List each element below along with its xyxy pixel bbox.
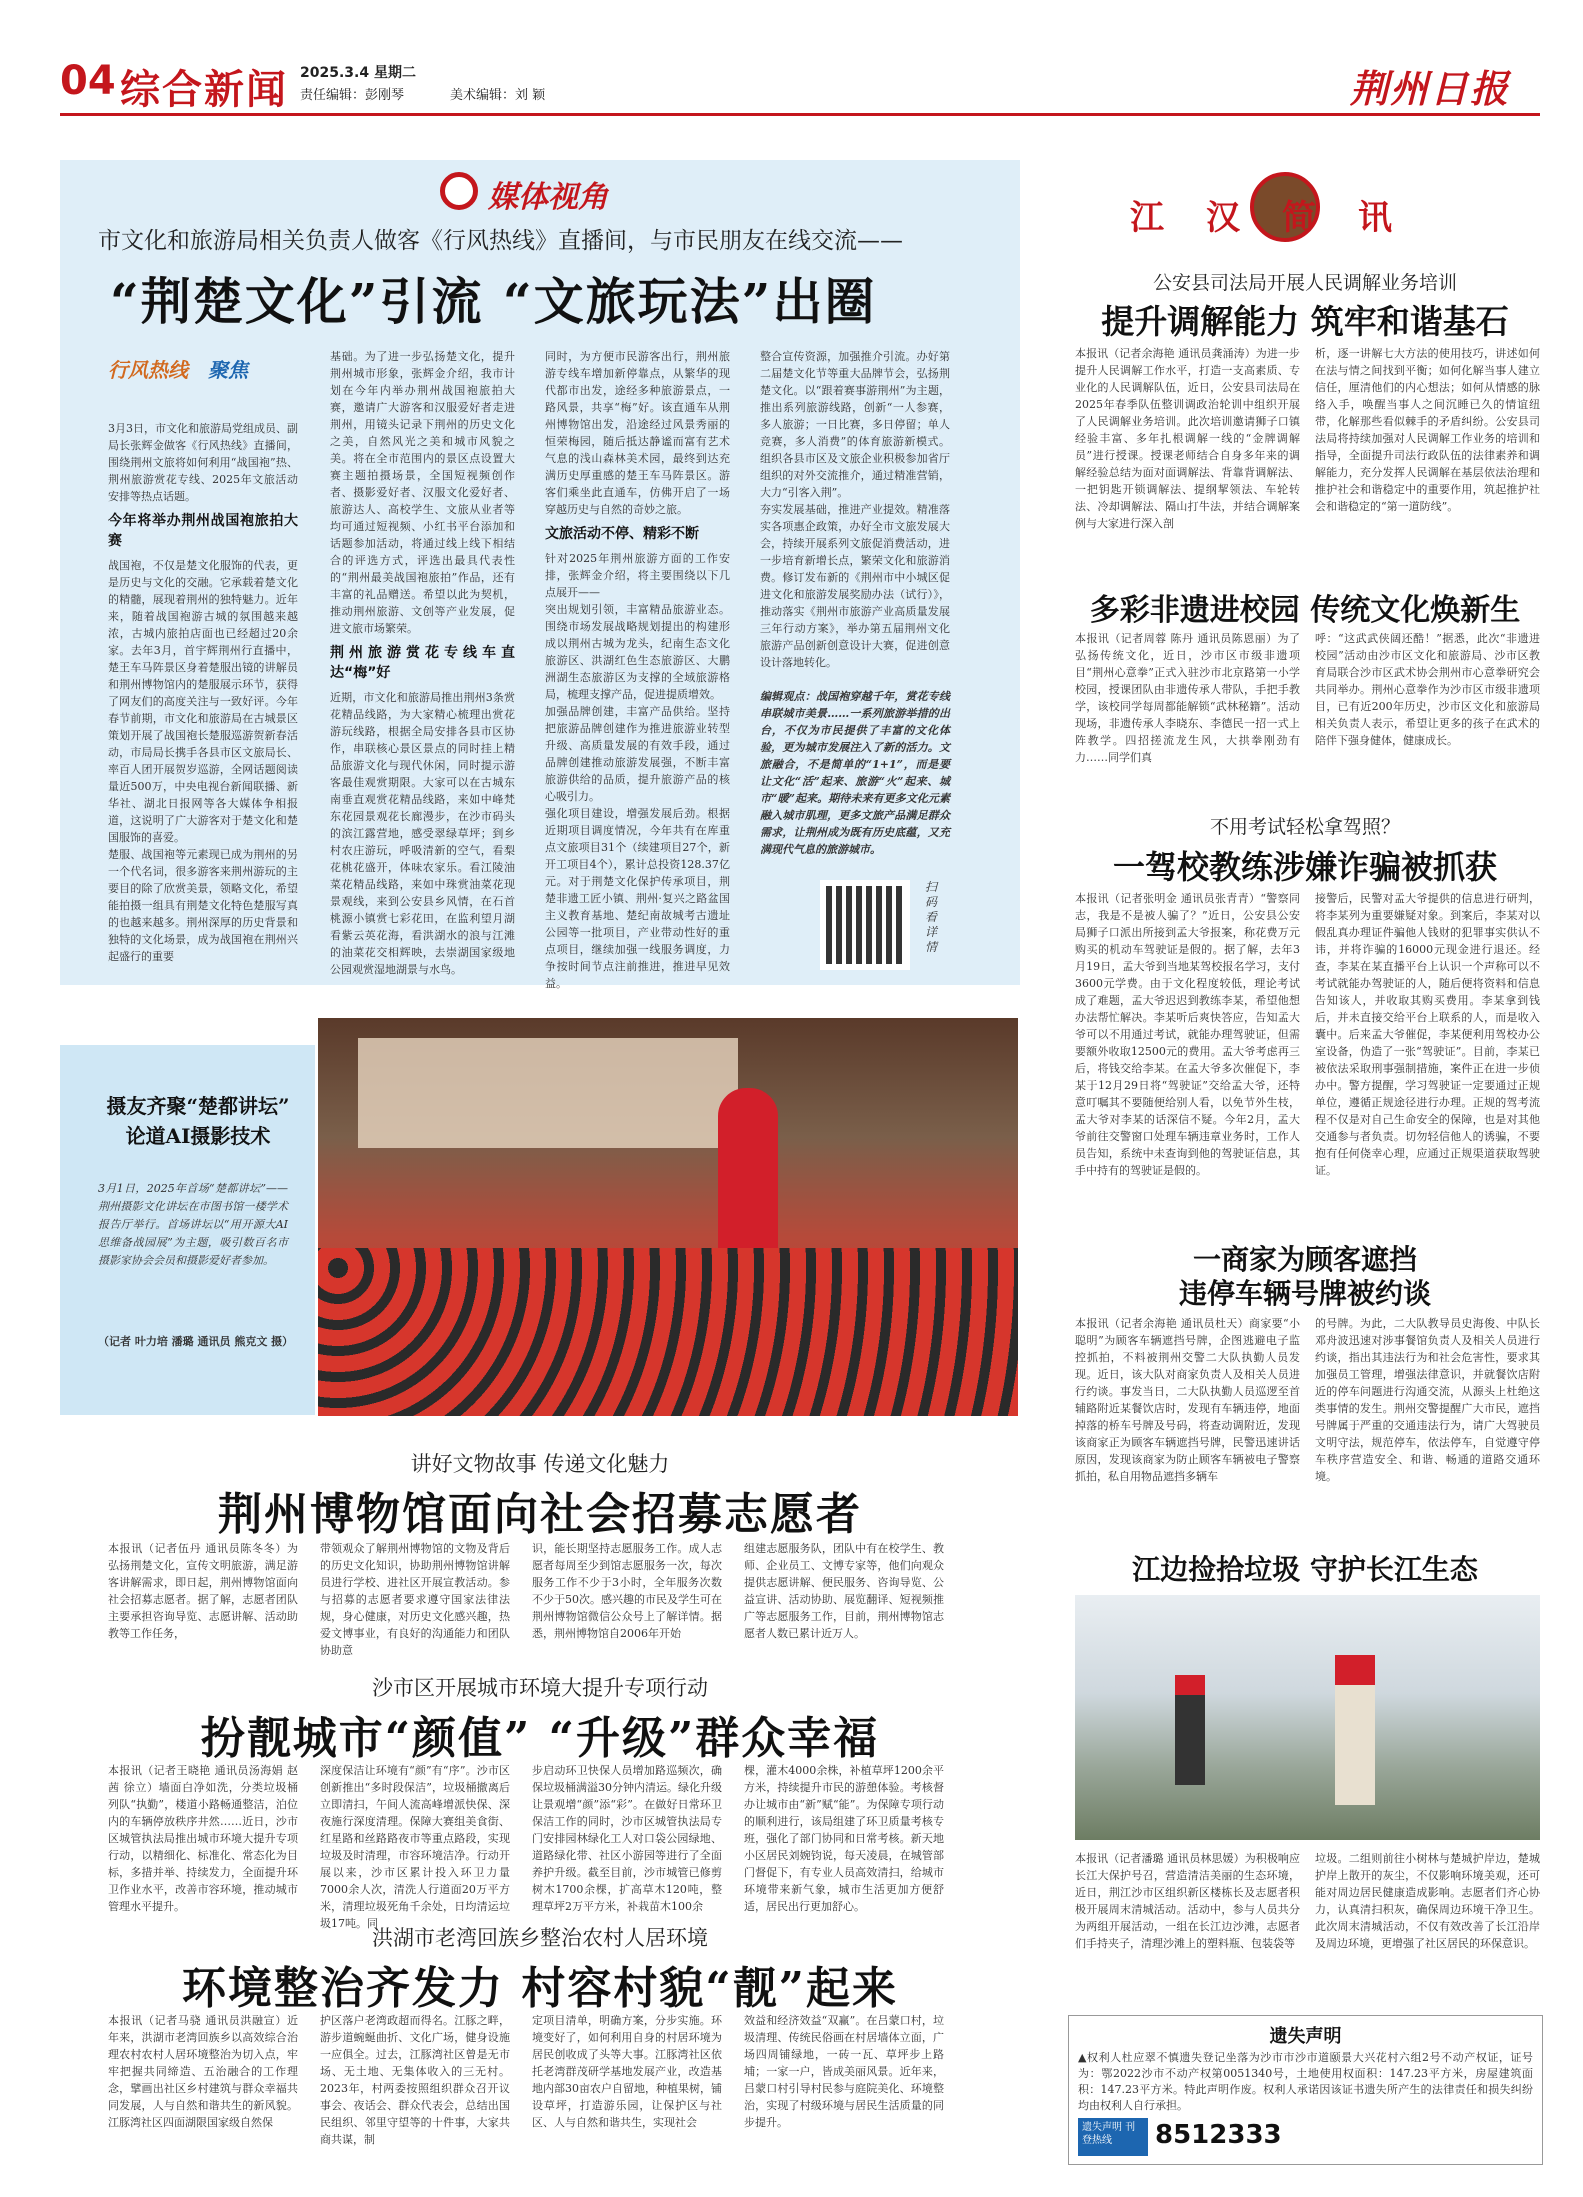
a1-col-2: 析，逐一讲解七大方法的使用技巧，讲述如何在法与情之间找到平衡；如何化解当事人建立信任，厘清他们的内心想法；如何从情感的脉络入手，唤醒当事人之间沉睡已久的情谊纽带，化解那些看似棘手的矛盾纠纷。公安县司法局将持续加强对人民调解工作业务的培训和指导，全面提升司法行政队伍的法律素养和调解能力，充分发挥人民调解在基层依法治理和推护社会和谐稳定中的重要作用，筑起推护社会和谐稳定的“第一道防线”。 xyxy=(1315,347,1540,513)
a1-headline: 提升调解能力 筑牢和谐基石 xyxy=(1101,302,1509,341)
shashi-kicker: 沙市区开展城市环境大提升专项行动 xyxy=(372,1676,708,1700)
hotline-phone: 8512333 xyxy=(1155,2120,1282,2150)
section-title: 综合新闻 xyxy=(120,67,288,113)
museum-col-3: 识，能长期坚持志愿服务工作。成人志愿者每周至少到馆志愿服务一次，每次服务工作不少于3小时，全年服务次数不少于50次。感兴趣的市民及学生可在荆州博物馆微信公众号上了解详情。据悉，荆州博物馆自2006年开始 xyxy=(532,1542,722,1640)
media-para-8: 加强品牌创建，丰富产品供给。坚持把旅游品牌创建作为推进旅游业转型升级、高质量发展的有效手段，通过品牌创建推动旅游发展强，不断丰富旅游供给的品质，提升旅游产品的核心吸引力。 xyxy=(545,705,730,803)
lost-notice-title: 遗失声明 xyxy=(1269,2026,1342,2047)
a4-col-2: 的号牌。为此，二大队教导员史海俊、中队长邓舟波迅速对涉事餐馆负责人及相关人员进行约谈，指出其违法行为和社会危害性，要求其加强员工管理，增强法律意识，并就餐饮店附近的停车问题进行沟通交流，从源头上杜绝这类事情的发生。荆州交警提醒广大市民，遮挡号牌属于严重的交通违法行为，请广大驾驶员文明守法，规范停车，依法停车，自觉遵守停车秩序营造安全、和谐、畅通的道路交通环境。 xyxy=(1315,1317,1540,1483)
page-number: 04 xyxy=(60,58,116,104)
volunteer-figure-1 xyxy=(1175,1675,1205,1785)
art-editor: 美术编辑：刘 颖 xyxy=(450,88,546,103)
media-lead: 3月3日，市文化和旅游局党组成员、副局长张辉金做客《行风热线》直播间，围绕荆州文旅将如何利用“战国袍”热、荆州旅游赏花专线、2025年文旅活动安排等热点话题。 xyxy=(108,422,298,503)
museum-col-4: 组建志愿服务队，团队中有在校学生、教师、企业员工、文博专家等，他们向观众提供志愿讲解、便民服务、咨询导览、公益宣讲、活动协助、展览翻译、短视频推广等志愿服务工作，目前，荆州博物馆志愿者人数已累计近万人。 xyxy=(744,1542,944,1640)
a2-col-1: 本报讯（记者周蓉 陈丹 通讯员陈恩丽）为了弘扬传统文化，近日，沙市区市级非遗项目“荆州心意拳”正式入驻沙市北京路第一小学校园，授课团队由非遗传承人带队，手把手教学，该校同学每周都能解锁“武林秘籍”。活动现场，非遗传承人李晓东、李德民一招一式上阵教学。四招搓流龙生风，大拱拳刚劲有力……同学们真 xyxy=(1075,632,1300,764)
stage-screen xyxy=(358,1038,738,1148)
a2-col-2: 呼：“这武武侠阔还酷！”据悉，此次“非遗进校园”活动由沙市区文化和旅游局、沙市区教育局联合沙市区武术协会荆州市心意拳研究会共同举办。荆州心意拳作为沙市区市级非遗项目，已有近200年历史，沙市区文化和旅游局相关负责人表示，希望让更多的孩子在武术的陪伴下强身健体，健康成长。 xyxy=(1315,632,1540,747)
photo-title-2: 论道AI摄影技术 xyxy=(125,1124,271,1148)
a3-col-2: 接警后，民警对孟大爷提供的信息进行研判，将李某列为重要嫌疑对象。到案后，李某对以假乱真办理证件骗他人钱财的犯罪事实供认不讳，并将诈骗的16000元现金进行退还。经查，李某在某直播平台上认识一个声称可以不考试就能办驾驶证的人，随后便将资料和信息告知该人，并收取其购买费用。李某拿到钱后，并未直接交给平台上联系的人，而是收入囊中。后来孟大爷催促，李某便利用驾校办公室设备，伪造了一张“驾驶证”。目前，李某已被依法采取刑事强制措施，案件正在进一步侦办中。警方提醒，学习驾驶证一定要通过正规单位，遵循正规途径进行办理。正规的驾考流程不仅是对自己生命安全的保障，也是对其他交通参与者负责。切勿轻信他人的诱骗，不要抱有任何侥幸心理，应通过正规渠道获取驾驶证。 xyxy=(1315,892,1540,1177)
media-para-4: 近期，市文化和旅游局推出荆州3条赏花精品线路，为大家精心梳理出赏花游玩线路，根据全局安排各县市区协作，串联核心景区景点的同时挂上精品旅游文化与现代休闲，同时提示游客最佳观赏期限。大家可以在古城东南垂直观赏花精品线路，来如中峰梵东花园景观花长廊漫步，在沙市码头的滨江露营地，感受翠绿草坪；到乡村农庄游玩，呼吸清新的空气，看梨花桃花盛开，体味农家乐。看江陵油菜花精品线路，来如中珠赏油菜花现景观线，来到公安县乡风情，在石首桃源小镇赏七彩花田，在监利望月湖看紫云英花海，看洪湖水的浪与江滩的油菜花交相辉映，去崇湖国家级地公园观赏湿地湖景与水鸟。 xyxy=(330,691,515,976)
duty-editor: 责任编辑：彭刚琴 xyxy=(300,88,405,103)
a3-col-1: 本报讯（记者张明金 通讯员张青青）“警察同志，我是不是被人骗了？”近日，公安县公安局狮子口派出所接到孟大爷报案，称花费万元购买的机动车驾驶证是假的。据了解，去年3月19日，孟大爷到当地某驾校报名学习，支付3600元学费。由于文化程度较低，理论考试成了难题，孟大爷迟迟到教练李某，希望他想办法帮忙解决。李某听后爽快答应，告知孟大爷可以不用通过考试，就能办理驾驶证，但需要额外收取12500元的费用。孟大爷考虑再三后，将钱交给李某。在孟大爷多次催促下，李某于12月29日将“驾驶证”交给孟大爷，还特意叮嘱其不要随便给别人看，以免节外生枝，孟大爷对李某的话深信不疑。今年2月，孟大爷前往交警窗口处理车辆违章业务时，工作人员告知，系统中未查询到他的驾驶证信息，其手中持有的驾驶证是假的。 xyxy=(1075,892,1300,1177)
a5-headline: 江边捡拾垃圾 守护长江生态 xyxy=(1132,1553,1478,1586)
hotline-logo: 行风热线 xyxy=(108,358,188,382)
honghu-headline: 环境整治齐发力 村容村貌“靓”起来 xyxy=(182,1963,898,2014)
museum-col-1: 本报讯（记者伍丹 通讯员陈冬冬）为弘扬荆楚文化，宣传文明旅游，满足游客讲解需求，即日起，荆州博物馆面向社会招募志愿者。据了解，志愿者团队主要承担咨询导览、志愿讲解、活动助教等工作任务， xyxy=(108,1542,298,1640)
shashi-headline: 扮靓城市“颜值” “升级”群众幸福 xyxy=(200,1713,880,1764)
volunteer-figure-2 xyxy=(1335,1655,1375,1805)
a4-headline-1: 一商家为顾客遮挡 xyxy=(1192,1243,1417,1276)
a1-col-1: 本报讯（记者余海艳 通讯员龚涌涛）为进一步提升人民调解工作水平，打造一支高素质、专业化的人民调解队伍，近日，公安县司法局在2025年春季队伍整训调政治轮训中组织开展了人民调解业务培训。此次培训邀请狮子口镇经验丰富、多年扎根调解一线的“金牌调解员”进行授课。授课老师结合自身多年来的调解经验总结为面对面调解法、背靠背调解法、一把钥匙开锁调解法、提纲挈领法、车轮转法、冷却调解法、隔山打牛法，并结合调解案例与大家进行深入剖 xyxy=(1075,347,1300,530)
a4-col-1: 本报讯（记者余海艳 通讯员杜天）商家要“小聪明”为顾客车辆遮挡号牌，企图逃避电子监控抓拍，不料被荆州交警二大队执勤人员发现。近日，该大队对商家负责人及相关人员进行约谈。事发当日，二大队执勤人员巡逻至首辅路附近某餐饮店时，发现有车辆违停，地面掉落的桥车号牌及号码，将查动调附近，发现该商家正为顾客车辆遮挡号牌，民警迅速讲话原因，发现该商家为防止顾客车辆被电子警察抓拍，私自用物品遮挡多辆车 xyxy=(1075,1317,1300,1483)
media-subhead-1: 今年将举办荆州战国袍旅拍大赛 xyxy=(108,513,298,549)
audience xyxy=(318,1248,1018,1416)
museum-col-2: 带领观众了解荆州博物馆的文物及背后的历史文化知识，协助荆州博物馆讲解员进行学校、进社区开展宣教活动。参与招募的志愿者要求遵守国家法律法规，身心健康，对历史文化感兴趣，热爱文博事业，有良好的沟通能力和团队协助意 xyxy=(320,1542,510,1657)
media-col-4 xyxy=(760,348,950,678)
honghu-col-1: 本报讯（记者马骁 通讯员洪融宣）近年来，洪湖市老湾回族乡以高效综合治理农村农村人居环境整治为切入点，牢牢把握共同缔造、五治融合的工作理念，擘画出社区乡村建筑与群众幸福共同发展，人与自然和谐共生的新风貌。江豚湾社区四面湖限国家级自然保 xyxy=(108,2014,298,2129)
a1-kicker: 公安县司法局开展人民调解业务培训 xyxy=(1152,272,1457,294)
media-para-6: 针对2025年荆州旅游方面的工作安排，张辉金介绍，将主要围绕以下几点展开—— xyxy=(545,552,730,599)
honghu-col-3: 定项目清单，明确方案，分步实施。环境变好了，如何利用自身的村居环境为居民创收成了头等大事。江豚湾社区依托老湾群茂研学基地发展产业，改造基地内部30亩农户自留地，种植果树，铺设草坪，打造游乐园，让保护区与社区、人与自然和谐共生，实现社会 xyxy=(532,2014,722,2129)
speaker-figure xyxy=(718,1088,778,1258)
media-col-3 xyxy=(545,348,730,990)
qr-label: 扫码看详情 xyxy=(925,880,938,954)
media-para-7: 突出规划引领，丰富精品旅游业态。围绕市场发展战略规划提出的构建形成以荆州古城为龙头，纪南生态文化旅游区、洪湖红色生态旅游区、大鹏洲湖生态旅游区为支撑的全域旅游格局，梳理支撑产品，促进提质增效。 xyxy=(545,603,730,701)
media-para-9: 强化项目建设，增强发展后劲。根据近期项目调度情况，今年共有在库重点文旅项目31个（续建项目27个，新开工项目4个），累计总投资128.37亿元。对于荆楚文化保护传承项目，荆楚非遗工匠小镇、荆州·复兴之路盆国主义教育基地、楚纪南故城考古遗址公园等一批项目，产业带动性好的重点项目，继续加强一线服务调度，力争按时间节点注前推进，推进早见效益。 xyxy=(545,807,730,990)
masthead-logo: 荆州日报 xyxy=(1350,66,1511,111)
qr-code[interactable] xyxy=(820,880,910,970)
media-kicker: 市文化和旅游局相关负责人做客《行风热线》直播间，与市民朋友在线交流—— xyxy=(98,228,903,254)
forum-photo xyxy=(318,1018,1018,1416)
museum-headline: 荆州博物馆面向社会招募志愿者 xyxy=(218,1489,862,1540)
a3-headline: 一驾校教练涉嫌诈骗被抓获 xyxy=(1112,848,1497,886)
honghu-col-2: 护区落户老湾政超而得名。江豚之畔，游步道蜿蜒曲折、文化广场，健身设施一应俱全。过去，江豚湾社区曾是无市场、无土地、无集体收入的三无村。2023年，村两委按照组织群众召开议事会、夜话会、群众代表会，总结出国民组织、邻里守望等的十件事，大家共商共谋，制 xyxy=(320,2014,510,2146)
media-banner xyxy=(440,170,680,214)
eye-icon xyxy=(440,172,478,210)
photo-credit: （记者 叶力培 潘璐 通讯员 熊克文 摄） xyxy=(98,1335,294,1348)
lost-notice-body: ▲权利人杜应翠不慎遗失登记坐落为沙市市沙市道颐景大兴花村六组2号不动产权证，证号为：鄂2022沙市不动产权第0051340号，土地使用权面积：147.23平方米，房屋建筑面积：147.23平方米。特此声明作废。权利人承诺因该证书遗失所产生的法律责任和损失纠纷均由权利人自行承担。 xyxy=(1078,2051,1533,2112)
media-col-1 xyxy=(108,420,298,975)
media-para-5: 同时，为方便市民游客出行，荆州旅游专线车增加新停靠点，从繁华的现代都市出发，途经多种旅游景点，一路风景，共享“梅”好。该直通车从荆州博物馆出发，沿途经过风景秀丽的恒荣梅园，随后抵达静谧而富有艺术气息的浅山森林美术园，最终到达充满历史厚重感的楚王车马阵景区。游客们乘坐此直通车，仿佛开启了一场穿越历史与自然的奇妙之旅。 xyxy=(545,350,730,516)
shashi-col-2: 深度保洁让环境有“颜”有“序”。沙市区创新推出“多时段保洁”，垃圾桶撤离后立即清扫，午间人流高峰增派快保、深夜施行深度清理。保障大赛组美食街、红星路和丝路路夜市等重点路段，实现垃圾及时清理，市容环境洁净。行动开展以来，沙市区累计投入环卫力量7000余人次，清洗人行道面20万平方米，清理垃圾死角千余处，日均清运垃圾17吨。同 xyxy=(320,1764,510,1930)
a5-col-1: 本报讯（记者潘璐 通讯员林思媛）为积极响应长江大保护号召，营造清洁美丽的生态环境，近日，荆江沙市区组织新区楼栋长及志愿者积极开展周末清城活动。活动中，参与人员共分为两组开展活动，一组在长江边沙滩，志愿者们手持夹子，清理沙滩上的塑料瓶、包装袋等 xyxy=(1075,1852,1300,1950)
a4-headline-2: 违停车辆号牌被约谈 xyxy=(1178,1277,1431,1310)
a3-kicker: 不用考试轻松拿驾照？ xyxy=(1209,816,1400,838)
editor-note: 编辑观点：战国袍穿越千年，赏花专线串联城市美景……一系列旅游举措的出台，不仅为市民提供了丰富的文化体验，更为城市发展注入了新的活力。文旅融合，不是简单的“1+1”，而是要让文化“活”起来、旅游“火”起来、城市“暖”起来。期待未来有更多文化元素融入城市肌理，更多文旅产品满足群众需求，让荆州成为既有历史底蕴，又充满现代气息的旅游城市。 xyxy=(760,690,950,856)
media-headline: “荆楚文化”引流 “文旅玩法”出圈 xyxy=(110,272,877,331)
media-logos xyxy=(108,350,308,394)
media-para-11: 夯实发展基础，推进产业提效。精准落实各项惠企政策，办好全市文旅发展大会，持续开展系列文旅促消费活动，进一步培育新增长点，繁荣文化和旅游消费。修订发布新的《荆州市中小城区促进文化和旅游发展奖励办法（试行）》，推动落实《荆州市旅游产业高质量发展三年行动方案》，举办第五届荆州文化旅游产品创新创意设计大赛，促进创意设计落地转化。 xyxy=(760,503,950,669)
media-para-1: 战国袍，不仅是楚文化服饰的代表，更是历史与文化的交融。它承载着楚文化的精髓，展现着荆州的独特魅力。近年来，随着战国袍游古城的氛围越来越浓，古城内旅拍店面也已经超过20余家。去年3月，首宇辉荆州行直播中，楚王车马阵景区身着楚服出镜的讲解员和荆州博物馆内的楚服展示环节，获得了网友们的高度关注与一致好评。今年春节前期，市文化和旅游局在古城景区策划开展了战国袍长楚服巡游贺新春活动，市局局长携手各县市区文旅局长、率百人团开展贺岁巡游，全网话题阅读量近500万，中央电视台新闻联播、新华社、湖北日报网等各大媒体争相报道，这说明了广大游客对于楚文化和楚国服饰的喜爱。 xyxy=(108,559,298,844)
photo-body: 3月1日，2025年首场“楚都讲坛”——荆州摄影文化讲坛在市图书馆一楼学术报告厅举行。首场讲坛以“用开源大AI思维备战园展”为主题，吸引数百名市摄影家协会会员和摄影爱好者参加。 xyxy=(98,1182,288,1267)
shashi-col-3: 步启动环卫快保人员增加路巡频次，确保垃圾桶满溢30分钟内清运。绿化升级让景观增“颜”添“彩”。在做好日常环卫保洁工作的同时，沙市区城管执法局专门安排园林绿化工人对口袋公园绿地、道路绿化带、社区小游园等进行了全面养护升级。截至目前，沙市城管已修剪树木1700余棵，扩高草木120吨，整理草坪2万平方米，补栽苗木100余 xyxy=(532,1764,722,1913)
honghu-col-4: 效益和经济效益“双赢”。在吕蒙口村，垃圾清理、传统民俗画在村居墙体立面，广场四周铺绿地，一砖一瓦、草坪步上路埔；一家一户，皆成美丽风景。近年来，吕蒙口村引导村民参与庭院美化、环境整治，实现了村级环境与居民生活质量的同步提升。 xyxy=(744,2014,944,2129)
media-banner-title: 媒体视角 xyxy=(488,180,608,215)
shashi-col-1: 本报讯（记者王晓艳 通讯员汤海娟 赵茜 徐立）墙面白净如洗，分类垃圾桶列队“执勤”，楼道小路畅通整洁，泊位内的车辆停放秩序井然……近日，沙市区城管执法局推出城市环境大提升专项行动，以精细化、标准化、常态化为目标，多措并举、持续发力，全面提升环卫作业水平，改善市容环境，推动城市管理水平提升。 xyxy=(108,1764,298,1913)
hotline-badge: 遗失声明 刊登热线 xyxy=(1078,2118,1148,2156)
a5-col-2: 垃圾。二组则前往小树林与楚城护岸边，楚城护岸上散开的灰尘，不仅影响环境美观，还可能对周边居民健康造成影响。志愿者们齐心协力，认真清扫积灰，确保周边环境干净卫生。此次周末清城活动，不仅有效改善了长江沿岸及周边环境，更增强了社区居民的环保意识。 xyxy=(1315,1852,1540,1950)
photo-title-1: 摄友齐聚“楚都讲坛” xyxy=(106,1094,290,1118)
riverbank-photo xyxy=(1075,1595,1540,1840)
museum-kicker: 讲好文物故事 传递文化魅力 xyxy=(410,1452,670,1476)
a2-headline: 多彩非遗进校园 传统文化焕新生 xyxy=(1089,593,1521,628)
jianghan-banner-title: 江汉简讯 xyxy=(1130,198,1434,238)
media-subhead-2: 荆州旅游赏花专线车直达“梅”好 xyxy=(330,645,515,681)
header-rule xyxy=(60,113,1540,116)
shashi-col-4: 棵，灌木4000余株，补植草坪1200余平方米，持续提升市民的游憩体验。考核督办让城市由“新”赋“能”。为保障专项行动的顺利进行，该局组建了环卫质量考核专班，强化了部门协同和日常考核。新天地小区居民刘婉钧说，每天凌晨，在城管部门督促下，有专业人员高效清扫，给城市环境带来新气象，城市生活更加方便舒适，居民出行更加舒心。 xyxy=(744,1764,944,1913)
media-para-3: 基础。为了进一步弘扬楚文化，提升荆州城市形象，张辉金介绍，我市计划在今年内举办荆州战国袍旅拍大赛，邀请广大游客和汉服爱好者走进荆州，用镜头记录下荆州的历史文化之美，自然风光之美和城市风貌之美。将在全市范围内的景区点设置大赛主题拍摄场景，全国短视频创作者、摄影爱好者、汉服文化爱好者、旅游达人、高校学生、文旅从业者等均可通过短视频、小红书平台添加和话题参加活动，将通过线上线下相结合的评选方式，评选出最具代表性的“荆州最美战国袍旅拍”作品，还有丰富的礼品赠送。希望以此为契机，推动荆州旅游、文创等产业发展，促进文旅市场繁荣。 xyxy=(330,350,515,635)
page-header xyxy=(60,58,1540,118)
media-col-2 xyxy=(330,348,515,975)
media-para-2: 楚服、战国袍等元素现已成为荆州的另一个代名词，很多游客来荆州游玩的主要目的除了欣赏美景，领略文化，希望能拍摄一组具有荆楚文化特色楚服写真的也越来越多。荆州深厚的历史背景和独特的文化场景，成为战国袍在荆州兴起盛行的重要 xyxy=(108,848,298,963)
media-para-10: 整合宣传资源，加强推介引流。办好第二届楚文化节等重大品牌节会，弘扬荆楚文化。以“跟着赛事游荆州”为主题，推出系列旅游线路，创新“一人参赛，多人旅游；一日比赛，多日停留；单人竞赛，多人消费”的体育旅游新模式。组织各县市区及文旅企业积极参加省厅组织的对外交流推介，通过精准营销，大力“引客入荆”。 xyxy=(760,350,950,499)
media-subhead-3: 文旅活动不停、精彩不断 xyxy=(545,526,699,542)
jianghan-banner xyxy=(1130,172,1450,252)
focus-logo: 聚焦 xyxy=(208,358,248,382)
issue-date: 2025.3.4 星期二 xyxy=(300,65,416,81)
honghu-kicker: 洪湖市老湾回族乡整治农村人居环境 xyxy=(372,1926,708,1950)
